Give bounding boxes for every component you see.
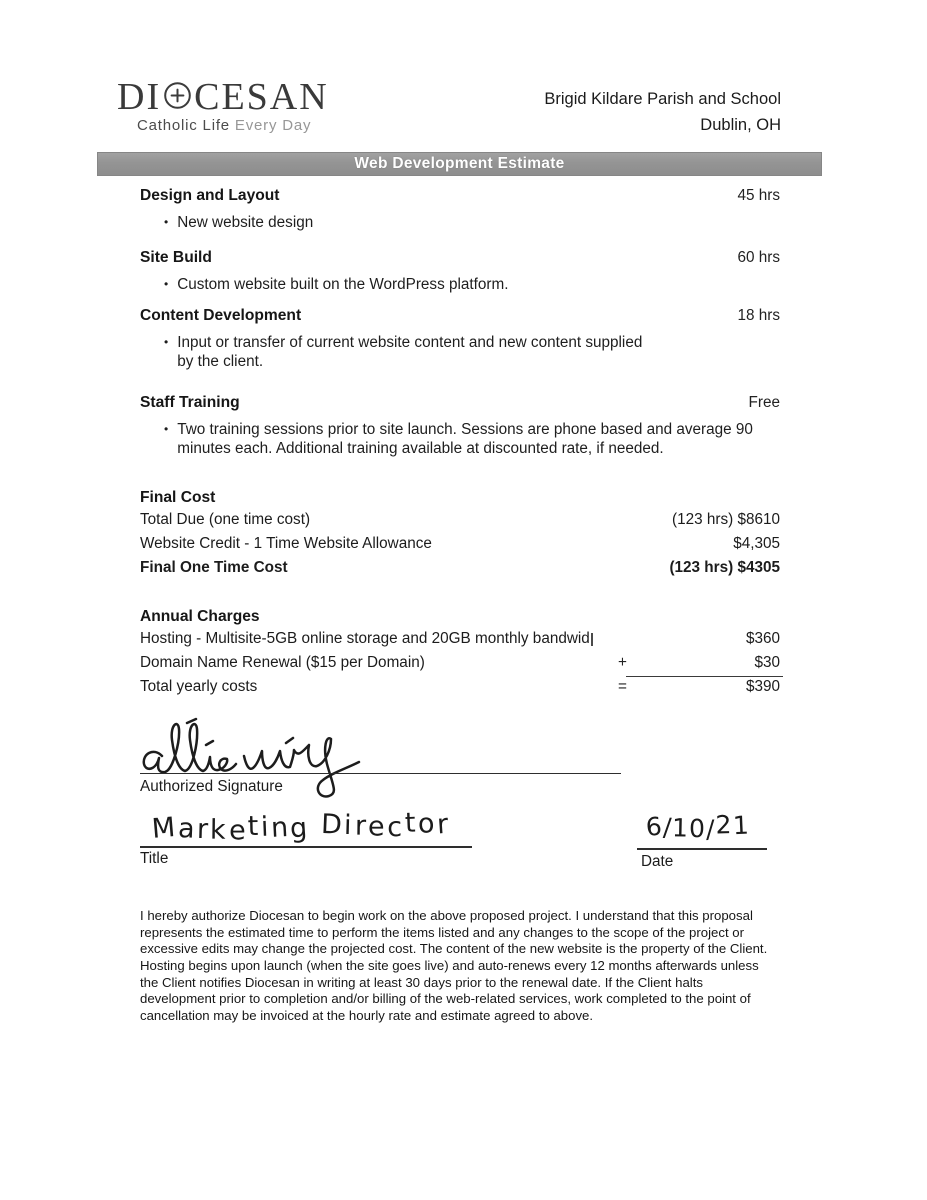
annual-row-label: [140, 675, 618, 699]
estimate-title-banner: [97, 152, 822, 176]
annual-charges-heading: Annual Charges: [140, 608, 260, 625]
logo-tagline-strong: Catholic Life: [137, 117, 230, 134]
authorization-terms: I hereby authorize Diocesan to begin work on the above proposed project. I understand that this proposal represents the estimated time to perform the items listed and any changes to the scope of the project or excessive edits may change the projected cost. The content of the new website is the property of the Client. Hosting begins upon launch (when the site goes live) and auto-renews every 12 months afterwards unless the Client notifies Diocesan in writing at least 30 days prior to the renewal date. If the Client halts development prior to completion and/or billing of the web-related services, work completed to the point of cancellation may be invoiced at the hourly rate and estimate agreed to above.: [140, 908, 768, 1023]
line-item-amount: Free: [748, 394, 780, 411]
annual-row-amount: $360: [745, 630, 780, 647]
annual-row-operator: +: [618, 654, 627, 671]
line-item: [140, 306, 780, 371]
line-item: [140, 248, 780, 294]
annual-row-label: [140, 651, 618, 675]
line-item-bullet: [164, 420, 780, 458]
cost-row: [140, 508, 780, 532]
bullet-text: Two training sessions prior to site launch. Sessions are phone based and average 90 minutes each. Additional training available at discounted rate, if needed.: [177, 421, 753, 457]
line-item-amount: 60 hrs: [737, 249, 780, 266]
logo-tagline-light: Every Day: [229, 117, 312, 134]
cost-row-amount: $4,305: [733, 535, 780, 552]
logo-wordmark-prefix: DI: [117, 76, 162, 118]
recipient-location: Dublin, OH: [700, 116, 781, 134]
title-line-label: Title: [140, 850, 169, 867]
cost-row-label: Total Due (one time cost): [140, 511, 311, 528]
cost-row-label: Website Credit - 1 Time Website Allowance: [140, 535, 432, 552]
line-item-heading: Content Development: [140, 307, 302, 324]
line-item-amount: 45 hrs: [737, 187, 780, 204]
title-handwriting: Marketing Director: [150, 807, 452, 847]
cost-row-amount: (123 hrs) $8610: [672, 511, 780, 528]
bullet-dot: •: [164, 335, 169, 349]
bullet-text: New website design: [177, 214, 314, 231]
line-item: [140, 186, 780, 232]
line-item-heading: Site Build: [140, 249, 212, 266]
bullet-dot: •: [164, 422, 169, 436]
line-item-bullet: [164, 333, 780, 371]
annual-row-label-text: Total yearly costs: [140, 678, 258, 695]
annual-row-amount: $30: [754, 654, 780, 671]
annual-row-label-text: Domain Name Renewal ($15 per Domain): [140, 654, 425, 671]
annual-row: [140, 651, 780, 675]
signature-line-label: Authorized Signature: [140, 778, 283, 795]
diocesan-logo: [117, 76, 329, 134]
date-handwriting: 6/10/21: [644, 810, 750, 844]
line-item-heading: Staff Training: [140, 394, 240, 411]
date-line: [637, 848, 767, 850]
cost-row: [140, 532, 780, 556]
title-line: [140, 846, 472, 848]
cost-row-total: [140, 556, 780, 580]
final-cost-heading: Final Cost: [140, 489, 216, 506]
annual-row: [140, 627, 780, 651]
annual-row-total: [140, 675, 780, 699]
annual-charges-block: [140, 607, 780, 699]
line-item-amount: 18 hrs: [737, 307, 780, 324]
line-items: [140, 186, 780, 458]
final-cost-block: [140, 488, 780, 580]
bullet-text: Custom website built on the WordPress platform.: [177, 276, 509, 293]
cost-row-label: Final One Time Cost: [140, 559, 288, 576]
bullet-dot: •: [164, 215, 169, 229]
annual-row-operator: [618, 627, 640, 651]
annual-row-label-text: Hosting - Multisite-5GB online storage and 20GB monthly bandwid: [140, 630, 590, 647]
circle-plus-icon: [163, 81, 192, 115]
cost-row-amount: (123 hrs) $4305: [669, 559, 780, 576]
line-item-bullet: [164, 275, 780, 294]
line-item: [140, 393, 780, 458]
logo-wordmark: [117, 76, 329, 118]
logo-tagline: [137, 117, 329, 134]
logo-wordmark-suffix: CESAN: [194, 76, 329, 118]
recipient-name: Brigid Kildare Parish and School: [544, 90, 781, 108]
recipient-block: [544, 86, 781, 138]
line-item-heading: Design and Layout: [140, 187, 280, 204]
annual-row-amount: $390: [745, 678, 780, 695]
clipped-character-mark: [591, 633, 593, 646]
bullet-dot: •: [164, 277, 169, 291]
date-line-label: Date: [641, 853, 674, 870]
signature-line: [140, 773, 621, 774]
estimate-title: Web Development Estimate: [354, 155, 565, 172]
bullet-text: Input or transfer of current website content and new content supplied by the client.: [177, 334, 643, 370]
annual-row-operator: =: [618, 678, 627, 695]
annual-row-label: [140, 627, 618, 651]
line-item-bullet: [164, 213, 780, 232]
